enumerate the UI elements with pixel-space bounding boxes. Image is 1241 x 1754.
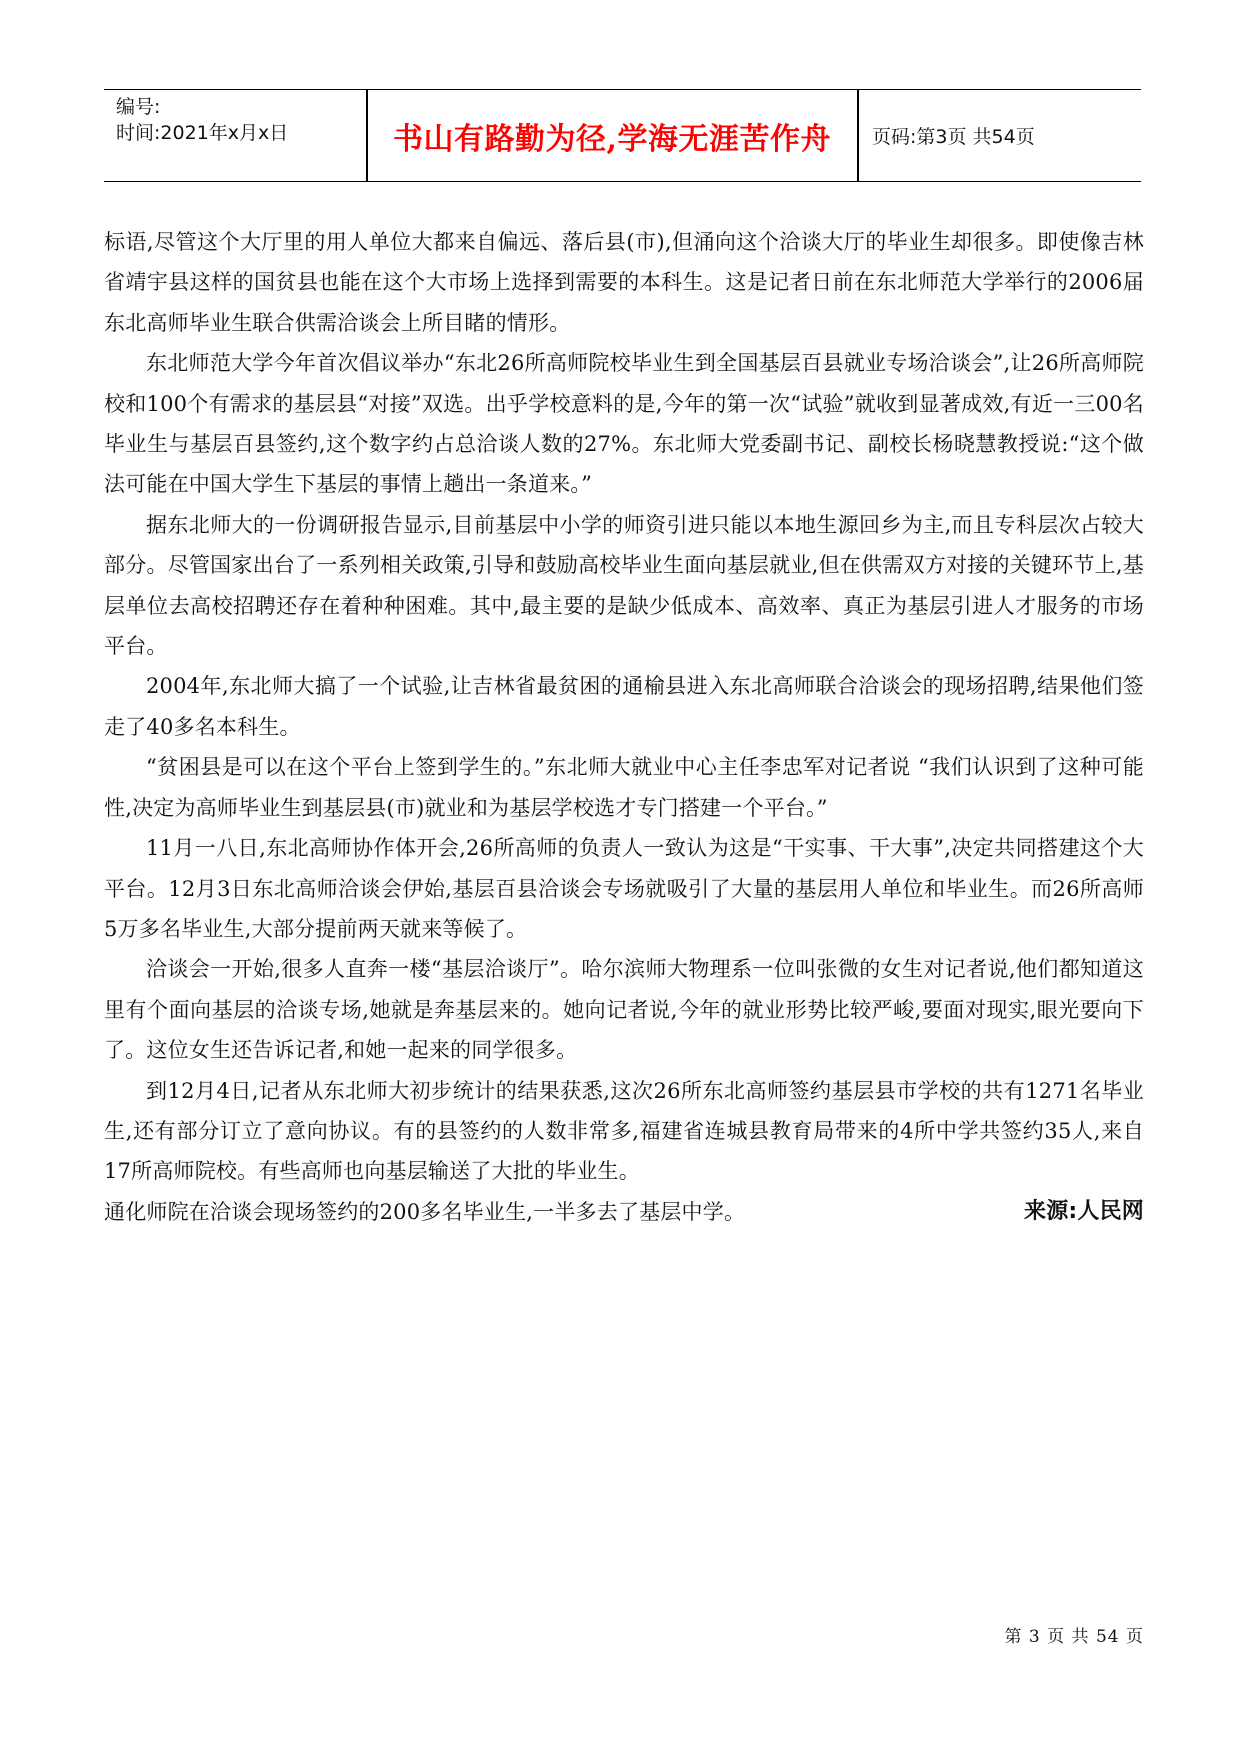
number-label: 编号:	[116, 96, 161, 118]
paragraph: 洽谈会一开始,很多人直奔一楼“基层洽谈厅”。哈尔滨师大物理系一位叫张微的女生对记者说,他们都知道这里有个面向基层的洽谈专场,她就是奔基层来的。她向记者说,今年的就业形势比较严峻,要面对现实,眼光要向下了。这位女生还告诉记者,和她一起来的同学很多。	[104, 957, 1144, 1063]
paragraph: 到12月4日,记者从东北师大初步统计的结果获悉,这次26所东北高师签约基层县市学校的共有1271名毕业生,还有部分订立了意向协议。有的县签约的人数非常多,福建省连城县教育局带来的4所中学共签约35人,来自17所高师院校。有些高师也向基层输送了大批的毕业生。	[104, 1078, 1144, 1184]
time-label: 时间:2021年x月x日	[116, 122, 289, 144]
paragraph: 东北师范大学今年首次倡议举办“东北26所高师院校毕业生到全国基层百县就业专场洽谈会”,让26所高师院校和100个有需求的基层县“对接”双选。出乎学校意料的是,今年的第一次“试验”就收到显著成效,有近一三00名毕业生与基层百县签约,这个数字约占总洽谈人数的27%。东北师大党委副书记、副校长杨晓慧教授说:“这个做法可能在中国大学生下基层的事情上趟出一条道来。”	[104, 351, 1144, 497]
last-line	[104, 1192, 1144, 1232]
header-page-label: 页码:第3页 共54页	[872, 126, 1035, 148]
paragraph: “贫困县是可以在这个平台上签到学生的。”东北师大就业中心主任李忠军对记者说 “我们认识到了这种可能性,决定为高师毕业生到基层县(市)就业和为基层学校选才专门搭建一个平台。”	[104, 755, 1144, 820]
paragraph: 2004年,东北师大搞了一个试验,让吉林省最贫困的通榆县进入东北高师联合洽谈会的现场招聘,结果他们签走了40多名本科生。	[104, 674, 1144, 739]
header-meta	[116, 94, 288, 146]
document-body	[104, 222, 1144, 1232]
paragraph: 据东北师大的一份调研报告显示,目前基层中小学的师资引进只能以本地生源回乡为主,而且专科层次占较大部分。尽管国家出台了一系列相关政策,引导和鼓励高校毕业生面向基层就业,但在供需双方对接的关键环节上,基层单位去高校招聘还存在着种种困难。其中,最主要的是缺少低成本、高效率、真正为基层引进人才服务的市场平台。	[104, 512, 1144, 659]
page-footer: 第 3 页 共 54 页	[1004, 1627, 1144, 1647]
source-label: 来源:人民网	[1024, 1198, 1144, 1224]
header-motto: 书山有路勤为径,学海无涯苦作舟	[393, 121, 831, 157]
paragraph: 标语,尽管这个大厅里的用人单位大都来自偏远、落后县(市),但涌向这个洽谈大厅的毕业生却很多。即使像吉林省靖宇县这样的国贫县也能在这个大市场上选择到需要的本科生。这是记者日前在东北师范大学举行的2006届东北高师毕业生联合供需洽谈会上所目睹的情形。	[104, 230, 1144, 335]
paragraph: 11月一八日,东北高师协作体开会,26所高师的负责人一致认为这是“干实事、干大事”,决定共同搭建这个大平台。12月3日东北高师洽谈会伊始,基层百县洽谈会专场就吸引了大量的基层用人单位和毕业生。而26所高师5万多名毕业生,大部分提前两天就来等候了。	[104, 836, 1144, 941]
page-header	[104, 89, 1141, 182]
paragraph-end: 通化师院在洽谈会现场签约的200多名毕业生,一半多去了基层中学。	[104, 1199, 746, 1224]
header-divider	[857, 90, 859, 181]
